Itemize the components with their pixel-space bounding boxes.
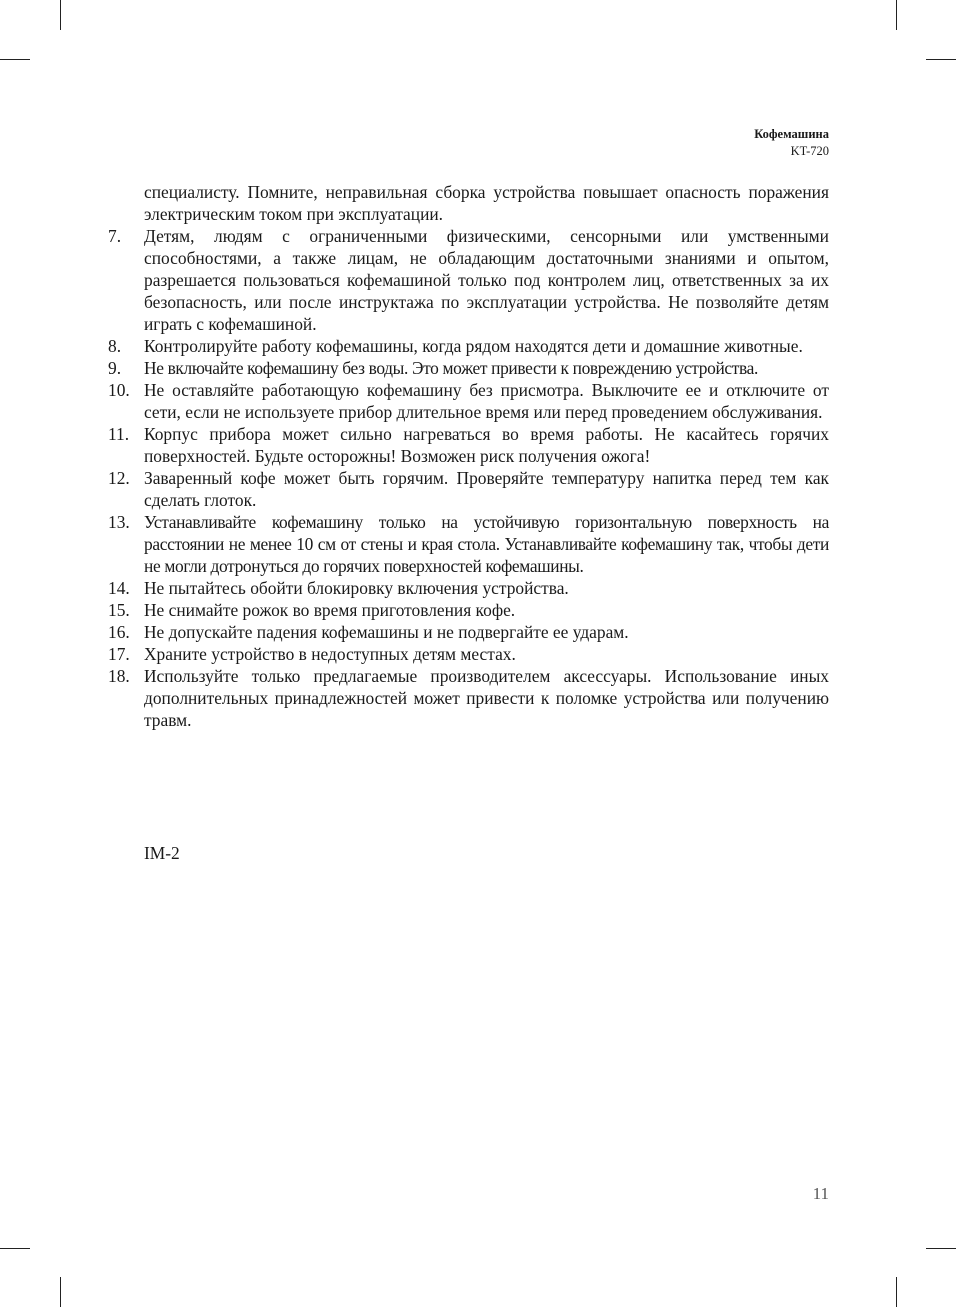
list-item (108, 357, 829, 379)
item-text: Контролируйте работу кофемашины, когда рядом находятся дети и домашние животные. (144, 336, 803, 356)
header-model: KT-720 (790, 144, 829, 158)
model-code: IM-2 (144, 843, 180, 863)
item-text: Детям, людям с ограниченными физическими, сенсорными или умственными способностями, а также лицам, не обладающим достаточными знаниями и опытом, разрешается пользоваться кофемашиной только под контролем лиц, ответственных за их безопасность, или после инструктажа по эксплуатации устройства. Не позволяйте детям играть с кофемашиной. (144, 226, 829, 334)
item-text: Не оставляйте работающую кофемашину без присмотра. Выключите ее и отключите от сети, если не используете прибор длительное время или перед проведением обслуживания. (144, 380, 829, 422)
item-text: Храните устройство в недоступных детям местах. (144, 644, 516, 664)
list-item (108, 621, 829, 643)
item-text: Не снимайте рожок во время приготовления кофе. (144, 600, 516, 620)
header-product: Кофемашина (754, 127, 829, 141)
crop-mark-top-right-h (926, 59, 956, 60)
list-item (108, 379, 829, 423)
item-text: Корпус прибора может сильно нагреваться во время работы. Не касайтесь горячих поверхностей. Будьте осторожны! Возможен риск получения ожога! (144, 424, 829, 466)
item-number: 8. (108, 336, 122, 356)
list-item (108, 467, 829, 511)
item-text: Заваренный кофе может быть горячим. Проверяйте температуру напитка перед тем как сделать глоток. (144, 468, 829, 510)
crop-mark-top-left (60, 0, 61, 30)
crop-mark-top-left-h (0, 59, 30, 60)
crop-mark-bottom-left-h (0, 1248, 30, 1249)
page-number: 11 (812, 1184, 829, 1203)
list-item (108, 423, 829, 467)
item-number: 9. (108, 358, 122, 378)
item-text: Не пытайтесь обойти блокировку включения устройства. (144, 578, 569, 598)
list-item (108, 335, 829, 357)
safety-instructions (108, 181, 829, 731)
intro-paragraph: специалисту. Помните, неправильная сборка устройства повышает опасность поражения электрическим током при эксплуатации. (144, 182, 829, 224)
list-item (108, 599, 829, 621)
item-number: 7. (108, 226, 122, 246)
crop-mark-top-right (896, 0, 897, 30)
list-item (108, 665, 829, 731)
crop-mark-bottom-right-h (926, 1248, 956, 1249)
list-item (108, 643, 829, 665)
item-number: 15. (108, 600, 130, 620)
item-number: 18. (108, 666, 130, 686)
item-number: 11. (108, 424, 130, 444)
crop-mark-bottom-right (896, 1277, 897, 1307)
item-number: 13. (108, 512, 130, 532)
item-text: Используйте только предлагаемые производителем аксессуары. Использование иных дополнительных принадлежностей может привести к поломке устройства или получению травм. (144, 666, 829, 730)
item-number: 12. (108, 468, 130, 488)
item-number: 17. (108, 644, 130, 664)
item-number: 10. (108, 380, 130, 400)
running-header (754, 126, 829, 160)
item-text: Не допускайте падения кофемашины и не подвергайте ее ударам. (144, 622, 629, 642)
item-number: 16. (108, 622, 130, 642)
list-item (108, 577, 829, 599)
item-text: Не включайте кофемашину без воды. Это может привести к повреждению устройства. (144, 358, 759, 378)
crop-mark-bottom-left (60, 1277, 61, 1307)
list-item (108, 511, 829, 577)
item-number: 14. (108, 578, 130, 598)
item-text: Устанавливайте кофемашину только на устойчивую горизонтальную поверхность на расстоянии не менее 10 см от стены и края стола. Устанавливайте кофемашину так, чтобы дети не могли дотронуться до горячих поверхностей кофемашины. (144, 512, 829, 576)
list-item (108, 225, 829, 335)
